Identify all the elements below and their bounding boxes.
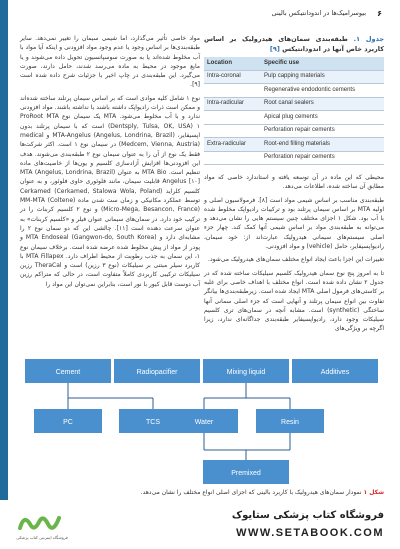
page-header: [0, 0, 400, 28]
diagram-label-premixed: Premixed: [231, 470, 261, 477]
shop-name: فروشگاه کتاب پزشکی ستایوک: [231, 510, 384, 521]
diagram-bottom-row: [34, 409, 324, 433]
diagram-label-tcs: TCS: [146, 419, 160, 426]
table-row: [204, 84, 384, 97]
table-cell: [204, 124, 261, 137]
running-title: بیوسرامیک‌ها در اندودانتیکس بالینی: [271, 9, 366, 17]
diagram-label-radiopacifier: Radiopacifier: [136, 369, 178, 376]
diagram-label-pc: PC: [63, 419, 73, 426]
table-cell: Intra-radicular: [204, 97, 261, 110]
table-cell: Regenerative endodontic cements: [261, 84, 384, 97]
table-header-cell: Specific use: [261, 57, 384, 70]
table-row: [204, 70, 384, 83]
body-paragraph: نوع ۱ شامل کلیه موادی است که بر اساس سیمان پرتلند ساخته شده‌اند و ممکن است ذرات رادیواپک داشته باشند یا نداشته باشند. مواد افزودنی ندارد و با آب مخلوط می‌شود. MTA یک سیمان نوع ProRoot MTA (Dentsply, Tulsa, OK, USA) ۱ است که با سیمان پرتلند بدون اپسیفایر، MTA-Angelus (Angelus, Londrina, Brazil) و medical (Medcem, Vienna, Austria) در سیمان نوع ۱ است. اکثر شرکت‌ها فقط یک نوع از آن را به عنوان سیمان نوع ۲ طبقه‌بندی می‌شوند. هدف این افزودنی‌ها افزایش آزادسازی کلسیم و یون‌ها از خاصیت‌های ماده تنظیم است. MTA Bio به عنوان (Angelus, Londrina, Brazil) MTA Angelus [۱۰] قابلیت سیمان، مانند فلوئوری حاوی فلوئور، و به عنوان کلسیم کلراید (Cerkamed, Stalowa Wola, Poland) Cerkamed توسط عملکرد مکانیکی و زمان ست شدن ماده (Coltene) MM-MTA (Micro-Mega, Besancon, France) و نوع ۲ کلسیم کربنات را در ترکیب خود دارد. در سمان‌های سیمانی عنوان فیلر و «کلسیم کربنات» به عنوان سرعت دهنده است [۱۱]. چالشی این که دو سمان نوع ۲ را مشابه‌ای دارد و MTA Endoseal (Gangwon-do, South Korea) و پودر از مواد از پیش مخلوط شده عرضه شده است. برخلاف سیمان نوع ۱، این سمان به جذب رطوبت از محیط اطراف دارد. MTA Fillapex با کاربرد سیلر مبتنی بر سیلیکات (نوع ۳ رزین) است و TheraCal رزین سیلیکات ترکیبی کاربردی کاملاً متفاوت است، در حالی که متراکم رزین آب دوست قابل کیور با نور است، بنابراین نمی‌توان این مواد را: [20, 94, 201, 288]
figure-caption-text: نمودار سمان‌های هیدرولیک با کاربرد بالینی که اجزای اصلی انواع مختلف را نشان می‌دهد.: [140, 489, 362, 496]
diagram-top-row: [25, 359, 378, 383]
table-cell: Root canal sealers: [261, 97, 384, 110]
table-cell: Apical plug cements: [261, 111, 384, 124]
diagram-label-cement: Cement: [55, 369, 81, 376]
table-caption-ref: [۹]: [269, 45, 280, 54]
table-row: [204, 138, 384, 151]
body-paragraph: تغییرات این اجزا باعث ایجاد انواع مختلف سمان‌های هیدرولیک می‌شود.: [208, 256, 384, 264]
table-cell: [204, 111, 261, 124]
table-cell: Perforation repair cements: [261, 151, 384, 164]
table-header-row: [204, 57, 384, 70]
body-paragraph: طبقه‌بندی مناسب بر اساس شیمی مواد است [۸]. فرمولاسیون اصلی و اولیه MTA بر اساس سیمان پرتلند بود و ترکیبات رادیواپک مخلوط شده با آب بود. شکل ۱ اجزای مختلف چنین سیستم هایی را نشان می‌دهد و می‌توانه به طبقه‌بندی مواد بر اساس شیمی آنها کمک کند. چهار جزء اصلی سیستم‌های سیمانی هیدرولیک عبارت‌اند از: خود سیمان، رادیواپسیفایر، حامل (vehicle) و مواد افزودنی.: [204, 196, 385, 251]
hydraulic-cement-table: [204, 57, 384, 165]
logo-subtext: فروشگاه اینترنتی کتاب پزشکی: [16, 535, 68, 540]
table-row: [204, 151, 384, 164]
body-paragraph: محیطی که این ماده در آن توسعه یافته و استاندارد خاصی که مواد مطابق آن ساخته شده، اطلاعات می‌دهد.: [204, 174, 384, 191]
left-column: [20, 34, 200, 293]
table-caption-label: جدول ۱.: [353, 35, 385, 43]
table-cell: Intra-coronal: [204, 70, 261, 83]
table-caption-text: طبقه‌بندی سمان‌های هیدرولیک بر اساس کاربرد خاص آنها در اندودانتیکس: [204, 35, 384, 54]
right-column: [204, 34, 384, 338]
page-number: ۶: [377, 9, 382, 18]
table-cell: Perforation repair cements: [261, 124, 384, 137]
diagram-label-water: Water: [194, 419, 214, 426]
body-paragraph: مواد خاصی تأثیر می‌گذارد، اما شیمی سیمان را تغییر نمی‌دهد. سایر طبقه‌بندی‌ها بر اساس وجود یا عدم وجود مواد افزودنی و اینکه آیا مواد با آب مخلوط شده‌اند یا به صورت سوسپانسیون تحویل داده می‌شوند و یا مایع موجود در محیط به ماده می‌رسد شدند، حامل دارند، صورت می‌گیرد. این طبقه‌بندی در چاپ اخیر با جزئیات شرح داده شده است [۹].: [20, 35, 200, 89]
diagram-svg: [20, 352, 380, 486]
table-row: [204, 97, 384, 110]
table-cell: [204, 84, 261, 97]
diagram-label-mixing-liquid: Mixing liquid: [226, 369, 266, 376]
diagram-label-resin: Resin: [281, 419, 299, 426]
table-caption: [204, 34, 384, 54]
table-header-cell: Location: [204, 57, 261, 70]
hydraulic-cement-diagram: [20, 352, 380, 486]
figure-caption-label: شکل ۱: [363, 489, 384, 496]
figure-caption: [20, 489, 384, 496]
page-side-band: [0, 0, 8, 549]
table-cell: Root-end filling materials: [261, 138, 384, 151]
website-link[interactable]: WWW.SETABOOK.COM: [236, 527, 384, 539]
table-cell: [204, 151, 261, 164]
body-paragraph: تا به امروز پنج نوع سمان هیدرولیک کلسیم سیلیکات ساخته شده که در جدول ۲ نشان داده شده است. انواع مختلف با اهداف خاصی برای غلبه بر کاستی‌های فرمول اصلی MTA ایجاد شده است. زیرطبقه‌بندی‌ها بیانگر تفاوت بین انواع سیمان پرتلند و آنهایی است که جزء اصلی سمانی آنها ساختگی (synthetic) است. مشابه آنچه در سمان‌های تری کلسیم سیلیکات وجود دارد، رادیواپسیفایر طبقه‌بندی جداگانه‌ای ندارد، زیرا اگرچه بر ویژگی‌های: [204, 269, 385, 333]
table-row: [204, 124, 384, 137]
diagram-label-additives: Additives: [320, 369, 350, 376]
table-cell: Extra-radicular: [204, 138, 261, 151]
table-cell: Pulp capping materials: [261, 70, 384, 83]
table-row: [204, 111, 384, 124]
setabook-logo: [14, 508, 70, 542]
